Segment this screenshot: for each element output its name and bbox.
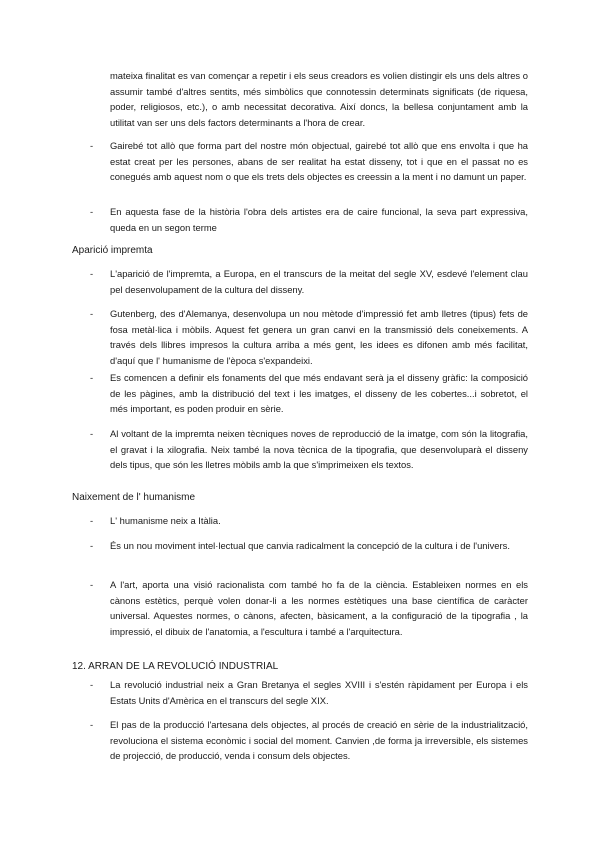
section-heading-impremta: Aparició impremta	[72, 245, 153, 256]
list-item-text: Es comencen a definir els fonaments del que més endavant serà ja el disseny gràfic: la composició de les pàgines, amb la distribució del text i les imatges, el disseny de les cobertes...i sobretot, el més important, es poden produir en sèrie.	[110, 372, 528, 415]
list-item-text: Gutenberg, des d'Alemanya, desenvolupa un nou mètode d'impressió fet amb lletres (tipus) fets de fosa metàl·lica i mòbils. Aquest fet genera un gran canvi en la transmissió dels coneixements. A través dels llibres impresos la cultura arriba a més gent, les idees es difonen amb més facilitat, d'aquí que l' humanisme de l'època s'expandeixi.	[110, 308, 528, 366]
bullet-dash: -	[90, 206, 94, 217]
list-item-text: La revolució industrial neix a Gran Bretanya el segles XVIII i s'estén ràpidament per Europa i els Estats Units d'Amèrica en el transcurs del segle XIX.	[110, 679, 528, 706]
list-item-text: Gairebé tot allò que forma part del nostre món objectual, gairebé tot allò que ens envolta i que ha estat creat per les persones, abans de ser realitat ha estat disseny, tot i que en el passat no es conegués amb aquest nom o que els trets dels objectes es creessin a la ment i no damunt un paper.	[110, 140, 528, 183]
bullet-dash: -	[90, 372, 94, 383]
list-item-text: El pas de la producció l'artesana dels objectes, al procés de creació en sèrie de la industrialització, revoluciona el sistema econòmic i social del moment. Canvien ,de forma ja irreversible, els sistemes de projecció, de producció, venda i consum dels objectes.	[110, 719, 528, 762]
list-item-text: L'aparició de l'impremta, a Europa, en el transcurs de la meitat del segle XV, esdevé l'element clau pel desenvolupament de la cultura del disseny.	[110, 268, 528, 295]
bullet-dash: -	[90, 679, 94, 690]
bullet-dash: -	[90, 308, 94, 319]
list-item-text: Al voltant de la impremta neixen tècniques noves de reproducció de la imatge, com són la litografia, el gravat i la xilografia. Neix també la nova tècnica de la tipografia, que desenvoluparà el disseny dels tipus, que són les lletres mòbils amb la que s'imprimeixen els textos.	[110, 428, 528, 471]
bullet-dash: -	[90, 719, 94, 730]
bullet-dash: -	[90, 515, 94, 526]
bullet-dash: -	[90, 268, 94, 279]
section-heading-revolucio-industrial: 12. ARRAN DE LA REVOLUCIÓ INDUSTRIAL	[72, 661, 279, 672]
list-item-text: L' humanisme neix a Itàlia.	[110, 515, 221, 526]
bullet-dash: -	[90, 579, 94, 590]
list-item-text: És un nou moviment intel·lectual que canvia radicalment la concepció de la cultura i de l'univers.	[110, 540, 510, 551]
list-item-text: A l'art, aporta una visió racionalista com també ho fa de la ciència. Estableixen normes en els cànons estètics, perquè volen donar-li a les normes estètiques una base científica de caràcter universal. Aquestes normes, o cànons, afecten, bàsicament, a la configuració de la tipografia , la impressió, el dibuix de l'anatomia, a l'escultura i també a l'arquitectura.	[110, 579, 528, 637]
section-heading-humanisme: Naixement de l' humanisme	[72, 492, 196, 503]
bullet-dash: -	[90, 140, 94, 151]
bullet-dash: -	[90, 428, 94, 439]
continuation-paragraph: mateixa finalitat es van començar a repetir i els seus creadors es volien distingir els uns dels altres o assumir també d'altres sentits, més simbòlics que connotessin determinats significats (de riquesa, poder, religiosos, etc.), o amb necessitat decorativa. Així doncs, la bellesa conjuntament amb la utilitat van ser uns dels factors determinants a l'hora de crear.	[110, 70, 528, 128]
bullet-dash: -	[90, 540, 94, 551]
list-item-text: En aquesta fase de la història l'obra dels artistes era de caire funcional, la seva part expressiva, queda en un segon terme	[110, 206, 528, 233]
